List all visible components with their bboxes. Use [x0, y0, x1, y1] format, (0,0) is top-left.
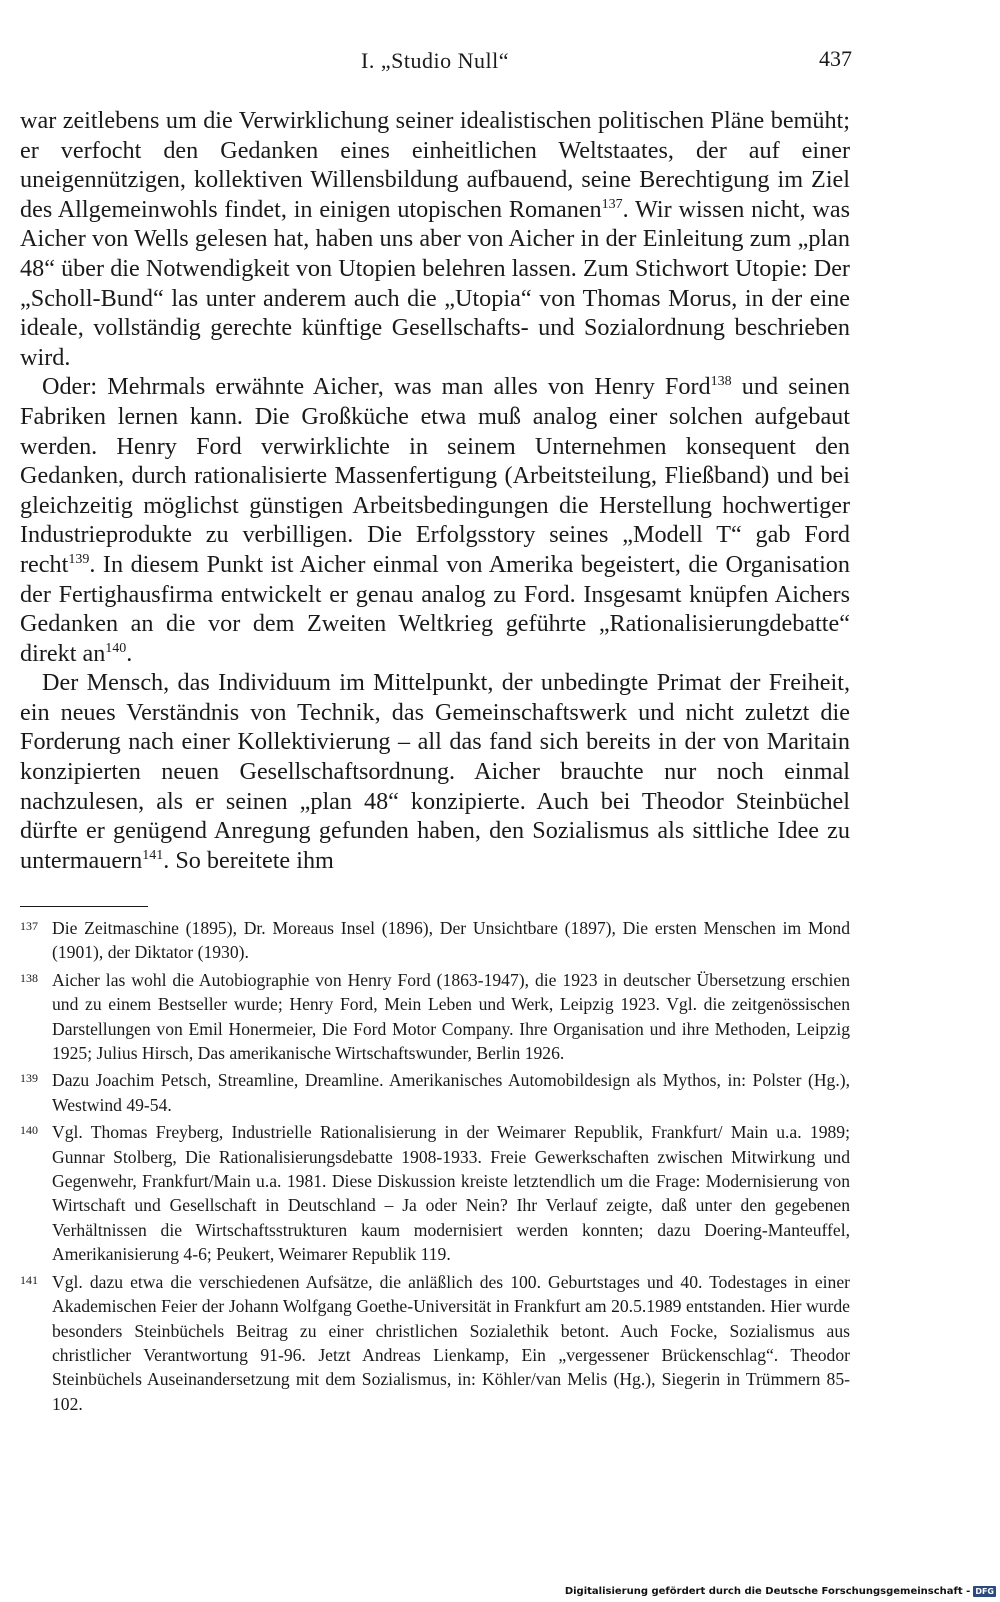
running-head: I. „Studio Null“: [361, 48, 509, 73]
footnote-text: Die Zeitmaschine (1895), Dr. Moreaus Insel (1896), Der Unsichtbare (1897), Die ersten Menschen im Mond (1901), der Diktator (1930).: [52, 918, 850, 963]
footnote-text: Dazu Joachim Petsch, Streamline, Dreamline. Amerikanisches Automobildesign als Mythos, in: Polster (Hg.), Westwind 49-54.: [52, 1070, 850, 1115]
digitization-credit: [565, 1586, 996, 1597]
text-run: und seinen Fabriken lernen kann. Die Großküche etwa muß analog einer solchen aufgebaut werden. Henry Ford verwirklichte in seinem Unternehmen konsequent den Gedanken, durch rationalisierte Massenfertigung (Arbeitsteilung, Fließband) und bei gleichzeitig möglichst günstigen Arbeitsbedingungen die Herstellung hochwertiger Industrieprodukte zu verbilligen. Die Erfolgsstory seines „Modell T“ gab Ford recht: [20, 373, 850, 578]
text-run: . Wir wissen nicht, was Aicher von Wells gelesen hat, haben uns aber von Aicher in der Einleitung zum „plan 48“ über die Notwendigkeit von Utopien belehren lassen. Zum Stichwort Utopie: Der „Scholl-Bund“ las unter anderem auch die „Utopia“ von Thomas Morus, in der eine ideale, vollständig gerechte künftige Gesellschafts- und Sozialordnung beschrieben wird.: [20, 195, 850, 371]
footnote-138: [20, 968, 850, 1066]
footnote-number: 139: [20, 1071, 38, 1086]
text-run: .: [126, 639, 133, 667]
footnote-140: [20, 1120, 850, 1266]
paragraph-3: [20, 668, 850, 875]
footnote-137: [20, 916, 850, 965]
footnote-number: 137: [20, 919, 38, 933]
text-run: Der Mensch, das Individuum im Mittelpunkt, der unbedingte Primat der Freiheit, ein neues Verständnis von Technik, das Gemeinschaftswerk und nicht zuletzt die Forderung nach einer Kollektivierung – all das fand sich bereits in der von Maritain konzipierten neuen Gesellschaftsordnung. Aicher brauchte nur noch einmal nachzulesen, als er seinen „plan 48“ konzipierte. Auch bei Theodor Steinbüchel dürfte er genügend Anregung gefunden haben, den Sozialismus als sittliche Idee zu untermauern: [20, 669, 850, 874]
text-run: Oder: Mehrmals erwähnte Aicher, was man alles von Henry Ford: [42, 373, 711, 401]
footnote-number: 140: [20, 1123, 38, 1138]
credit-text: Digitalisierung gefördert durch die Deutsche Forschungsgemeinschaft -: [564, 1586, 971, 1597]
footnote-text: Vgl. dazu etwa die verschiedenen Aufsätze, die anläßlich des 100. Geburtstages und 40. Todestages in einer Akademischen Feier der Johann Wolfgang Goethe-Universität in Frankfurt am 20.5.1989 entstanden. Hier wurde besonders Steinbüchels Beitrag zu einer christlichen Sozialethik betont. Auch Focke, Sozialismus aus christlicher Verantwortung 91-96. Jetzt Andreas Lienkamp, Ein „vergessener Brückenschlag“. Theodor Steinbüchels Auseinandersetzung mit dem Sozialismus, in: Köhler/van Melis (Hg.), Siegerin in Trümmern 85-102.: [52, 1271, 850, 1414]
text-run: war zeitlebens um die Verwirklichung seiner idealistischen politischen Pläne bemüht; er verfocht den Gedanken eines einheitlichen Weltstaates, der auf einer uneigennützigen, kollektiven Willensbildung aufbauend, seine Berechtigung im Ziel des Allgemeinwohls findet, in einigen utopischen Romanen: [20, 107, 850, 223]
footnote-number: 138: [20, 970, 38, 985]
text-run: . In diesem Punkt ist Aicher einmal von Amerika begeistert, die Organisation der Fertighausfirma entwickelt er genau analog zu Ford. Insgesamt knüpfen Aichers Gedanken an die vor dem Zweiten Weltkrieg geführte „Rationalisierungdebatte“ direkt an: [20, 550, 850, 667]
footnotes: [20, 916, 850, 1419]
footnote-text: Vgl. Thomas Freyberg, Industrielle Rationalisierung in der Weimarer Republik, Frankfurt/ Main u.a. 1989; Gunnar Stolberg, Die Rationalisierungsdebatte 1908-1933. Freie Gewerkschaften zwischen Mitwirkung und Gegenwehr, Frankfurt/Main u.a. 1981. Diese Diskussion kreiste letztendlich um die Frage: Modernisierung von Wirtschaft und Gesellschaft in Deutschland – Ja oder Nein? Ihr Verlauf zeigte, daß unter den gegebenen Verhältnissen die Wirtschaftsstrukturen kaum modernisiert werden konnten; dazu Doering-Manteuffel, Amerikanisierung 4-6; Peukert, Weimarer Republik 119.: [52, 1122, 850, 1265]
footnote-139: [20, 1068, 850, 1117]
footnote-ref-139: 139: [68, 551, 90, 567]
text-run: . So bereitete ihm: [163, 846, 334, 874]
footnote-ref-138: 138: [710, 374, 732, 390]
footnote-divider: [20, 906, 148, 907]
main-text: [20, 106, 850, 875]
footnote-number: 141: [20, 1272, 38, 1287]
footnote-ref-141: 141: [142, 847, 164, 863]
dfg-logo-icon: DFG: [975, 1587, 994, 1596]
page-number: 437: [819, 46, 852, 71]
footnote-141: [20, 1270, 850, 1416]
footnote-ref-137: 137: [601, 196, 623, 212]
paragraph-2: [20, 372, 850, 668]
paragraph-1: [20, 106, 850, 372]
footnote-text: Aicher las wohl die Autobiographie von Henry Ford (1863-1947), die 1923 in deutscher Übersetzung erschien und zu einem Bestseller wurde; Henry Ford, Mein Leben und Werk, Leipzig 1923. Vgl. die zeitgenössischen Darstellungen von Emil Honermeier, Die Ford Motor Company. Ihre Organisation und ihre Methoden, Leipzig 1925; Julius Hirsch, Das amerikanische Wirtschaftswunder, Berlin 1926.: [52, 969, 850, 1064]
footnote-ref-140: 140: [105, 640, 127, 656]
